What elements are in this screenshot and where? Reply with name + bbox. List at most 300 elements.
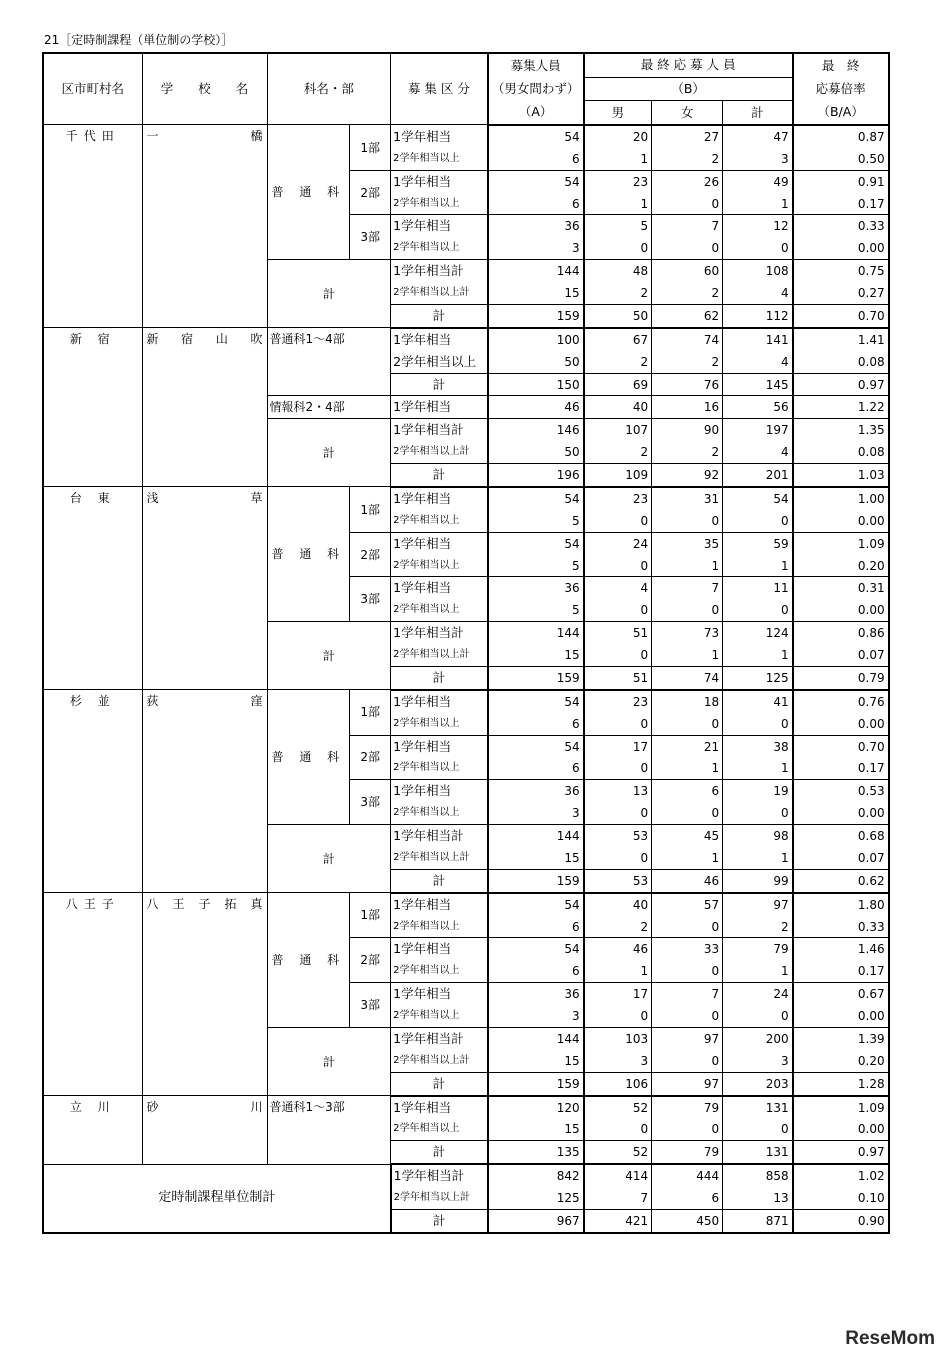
ratio-cell: 0.86	[793, 622, 889, 644]
female-cell: 97	[652, 1027, 723, 1049]
capacity-cell: 54	[488, 532, 584, 554]
kubun-cell: 2学年相当以上	[391, 148, 488, 170]
col-header-female: 女	[652, 101, 723, 125]
kubun-cell: 1学年相当計	[391, 1027, 488, 1049]
total-cell: 38	[723, 735, 793, 757]
col-header-boshu: 募集人員	[488, 53, 584, 77]
ratio-cell: 0.00	[793, 237, 889, 259]
total-cell: 0	[723, 237, 793, 259]
total-cell: 1	[723, 555, 793, 577]
ratio-cell: 0.07	[793, 847, 889, 869]
kubun-cell: 1学年相当計	[391, 622, 488, 644]
male-cell: 1	[584, 148, 652, 170]
total-cell: 2	[723, 916, 793, 938]
col-header-boshu-sub: （男女問わず）	[488, 77, 584, 101]
male-cell: 69	[584, 373, 652, 396]
school-name-part: 八	[146, 897, 159, 912]
female-cell: 76	[652, 373, 723, 396]
female-cell: 1	[652, 847, 723, 869]
female-cell: 0	[652, 193, 723, 215]
female-cell: 45	[652, 825, 723, 847]
kubun-cell: 2学年相当以上	[391, 960, 488, 982]
capacity-cell: 50	[488, 351, 584, 373]
gakka-cell: 情報科2・4部	[267, 396, 391, 419]
total-cell: 0	[723, 599, 793, 621]
total-cell: 197	[723, 419, 793, 441]
col-header-boshu-a: （A）	[488, 101, 584, 125]
ratio-cell: 0.00	[793, 510, 889, 532]
kubun-cell: 1学年相当	[391, 170, 488, 192]
ratio-cell: 0.08	[793, 441, 889, 463]
subtotal-label: 計	[267, 1027, 391, 1095]
school-cell	[142, 893, 267, 1096]
total-cell: 108	[723, 260, 793, 282]
male-cell: 0	[584, 555, 652, 577]
male-cell: 0	[584, 237, 652, 259]
ratio-cell: 0.00	[793, 599, 889, 621]
school-cell	[142, 690, 267, 893]
capacity-cell: 36	[488, 215, 584, 237]
capacity-cell: 5	[488, 599, 584, 621]
male-cell: 103	[584, 1027, 652, 1049]
male-cell: 414	[584, 1164, 652, 1187]
table-row	[43, 487, 889, 510]
subtotal-label: 計	[267, 825, 391, 893]
male-cell: 0	[584, 802, 652, 824]
total-cell: 0	[723, 510, 793, 532]
total-cell: 131	[723, 1141, 793, 1164]
ward-cell: 八王子	[43, 893, 142, 1096]
kubun-cell: 計	[391, 1072, 488, 1095]
total-cell: 141	[723, 328, 793, 351]
capacity-cell: 15	[488, 282, 584, 304]
female-cell: 35	[652, 532, 723, 554]
ratio-cell: 1.41	[793, 328, 889, 351]
kubun-cell: 1学年相当	[391, 125, 488, 148]
capacity-cell: 3	[488, 802, 584, 824]
capacity-cell: 100	[488, 328, 584, 351]
capacity-cell: 6	[488, 757, 584, 779]
capacity-cell: 196	[488, 464, 584, 487]
female-cell: 27	[652, 125, 723, 148]
female-cell: 2	[652, 351, 723, 373]
ratio-cell: 1.00	[793, 487, 889, 510]
ratio-cell: 0.17	[793, 193, 889, 215]
male-cell: 2	[584, 916, 652, 938]
total-cell: 1	[723, 847, 793, 869]
ratio-cell: 0.20	[793, 1050, 889, 1072]
ratio-cell: 0.97	[793, 373, 889, 396]
male-cell: 23	[584, 690, 652, 713]
ratio-cell: 0.91	[793, 170, 889, 192]
kubun-cell: 2学年相当以上	[391, 237, 488, 259]
male-cell: 67	[584, 328, 652, 351]
col-header-oubo: 最 終 応 募 人 員	[584, 53, 793, 77]
total-cell: 112	[723, 304, 793, 327]
male-cell: 50	[584, 304, 652, 327]
school-name-part: 宿	[181, 332, 194, 347]
female-cell: 18	[652, 690, 723, 713]
capacity-cell: 46	[488, 396, 584, 419]
male-cell: 3	[584, 1050, 652, 1072]
admission-table	[42, 52, 890, 1234]
ratio-cell: 0.33	[793, 916, 889, 938]
female-cell: 6	[652, 780, 723, 802]
male-cell: 107	[584, 419, 652, 441]
capacity-cell: 159	[488, 666, 584, 689]
school-name-part: 子	[198, 897, 211, 912]
total-cell: 3	[723, 1050, 793, 1072]
male-cell: 40	[584, 396, 652, 419]
bu-cell: 2部	[350, 170, 391, 215]
kubun-cell: 1学年相当計	[391, 825, 488, 847]
capacity-cell: 3	[488, 1005, 584, 1027]
ward-cell: 台 東	[43, 487, 142, 690]
kubun-cell: 2学年相当以上計	[391, 847, 488, 869]
female-cell: 79	[652, 1141, 723, 1164]
capacity-cell: 54	[488, 125, 584, 148]
capacity-cell: 150	[488, 373, 584, 396]
col-header-gakka: 科名・部	[267, 53, 391, 125]
male-cell: 0	[584, 713, 652, 735]
ratio-cell: 0.76	[793, 690, 889, 713]
female-cell: 0	[652, 802, 723, 824]
total-cell: 124	[723, 622, 793, 644]
kubun-cell: 1学年相当計	[391, 1164, 488, 1187]
ward-cell: 立 川	[43, 1096, 142, 1165]
kubun-cell: 2学年相当以上	[391, 351, 488, 373]
female-cell: 0	[652, 510, 723, 532]
total-cell: 1	[723, 193, 793, 215]
male-cell: 0	[584, 510, 652, 532]
male-cell: 1	[584, 960, 652, 982]
kubun-cell: 計	[391, 869, 488, 892]
total-cell: 97	[723, 893, 793, 916]
total-cell: 858	[723, 1164, 793, 1187]
col-header-ratio-ba: （B/A）	[793, 101, 889, 125]
ratio-cell: 0.62	[793, 869, 889, 892]
col-header-male: 男	[584, 101, 652, 125]
capacity-cell: 50	[488, 441, 584, 463]
bu-cell: 1部	[350, 125, 391, 170]
male-cell: 17	[584, 983, 652, 1005]
gakka-cell: 普 通 科	[267, 690, 350, 825]
capacity-cell: 120	[488, 1096, 584, 1119]
ratio-cell: 1.28	[793, 1072, 889, 1095]
male-cell: 0	[584, 757, 652, 779]
subtotal-label: 計	[267, 419, 391, 487]
female-cell: 450	[652, 1209, 723, 1232]
capacity-cell: 5	[488, 510, 584, 532]
kubun-cell: 2学年相当以上	[391, 757, 488, 779]
kubun-cell: 2学年相当以上計	[391, 1187, 488, 1209]
capacity-cell: 54	[488, 735, 584, 757]
ratio-cell: 1.22	[793, 396, 889, 419]
total-cell: 201	[723, 464, 793, 487]
table-row	[43, 690, 889, 713]
male-cell: 24	[584, 532, 652, 554]
capacity-cell: 6	[488, 193, 584, 215]
total-cell: 59	[723, 532, 793, 554]
ratio-cell: 1.46	[793, 938, 889, 960]
school-cell	[142, 125, 267, 328]
total-cell: 3	[723, 148, 793, 170]
page-title: 21［定時制課程（単位制の学校）］	[44, 33, 234, 47]
school-cell	[142, 1096, 267, 1165]
total-cell: 79	[723, 938, 793, 960]
female-cell: 1	[652, 644, 723, 666]
male-cell: 2	[584, 282, 652, 304]
kubun-cell: 2学年相当以上計	[391, 644, 488, 666]
female-cell: 0	[652, 1118, 723, 1140]
school-name-part: 一	[146, 129, 159, 144]
total-cell: 145	[723, 373, 793, 396]
col-header-ratio-sub: 応募倍率	[793, 77, 889, 101]
bu-cell: 1部	[350, 690, 391, 735]
male-cell: 0	[584, 599, 652, 621]
male-cell: 0	[584, 1118, 652, 1140]
school-name-part: 川	[250, 1100, 263, 1115]
bu-cell: 2部	[350, 735, 391, 780]
male-cell: 23	[584, 170, 652, 192]
kubun-cell: 2学年相当以上	[391, 599, 488, 621]
male-cell: 5	[584, 215, 652, 237]
female-cell: 97	[652, 1072, 723, 1095]
ratio-cell: 0.50	[793, 148, 889, 170]
male-cell: 421	[584, 1209, 652, 1232]
header-row	[43, 53, 889, 77]
capacity-cell: 54	[488, 938, 584, 960]
ward-cell: 新 宿	[43, 328, 142, 487]
kubun-cell: 2学年相当以上	[391, 555, 488, 577]
ward-cell: 杉 並	[43, 690, 142, 893]
female-cell: 2	[652, 282, 723, 304]
capacity-cell: 135	[488, 1141, 584, 1164]
female-cell: 0	[652, 1005, 723, 1027]
ratio-cell: 0.90	[793, 1209, 889, 1232]
capacity-cell: 125	[488, 1187, 584, 1209]
capacity-cell: 146	[488, 419, 584, 441]
ratio-cell: 0.33	[793, 215, 889, 237]
total-cell: 0	[723, 802, 793, 824]
capacity-cell: 54	[488, 690, 584, 713]
capacity-cell: 6	[488, 713, 584, 735]
kubun-cell: 2学年相当以上	[391, 802, 488, 824]
bu-cell: 3部	[350, 780, 391, 825]
capacity-cell: 159	[488, 1072, 584, 1095]
female-cell: 57	[652, 893, 723, 916]
capacity-cell: 967	[488, 1209, 584, 1232]
ratio-cell: 0.07	[793, 644, 889, 666]
female-cell: 31	[652, 487, 723, 510]
ratio-cell: 0.00	[793, 802, 889, 824]
table-row	[43, 125, 889, 148]
kubun-cell: 1学年相当	[391, 780, 488, 802]
total-cell: 4	[723, 282, 793, 304]
school-cell	[142, 328, 267, 487]
kubun-cell: 1学年相当	[391, 690, 488, 713]
female-cell: 46	[652, 869, 723, 892]
ratio-cell: 0.70	[793, 735, 889, 757]
ratio-cell: 1.39	[793, 1027, 889, 1049]
school-name-part: 真	[250, 897, 263, 912]
ratio-cell: 1.09	[793, 1096, 889, 1119]
female-cell: 74	[652, 666, 723, 689]
kubun-cell: 2学年相当以上	[391, 713, 488, 735]
female-cell: 7	[652, 215, 723, 237]
ratio-cell: 0.00	[793, 713, 889, 735]
female-cell: 33	[652, 938, 723, 960]
kubun-cell: 1学年相当	[391, 893, 488, 916]
kubun-cell: 計	[391, 304, 488, 327]
male-cell: 106	[584, 1072, 652, 1095]
grand-total-label: 定時制課程単位制計	[43, 1164, 391, 1233]
capacity-cell: 144	[488, 825, 584, 847]
total-cell: 56	[723, 396, 793, 419]
grand-total-row	[43, 1164, 889, 1187]
capacity-cell: 6	[488, 960, 584, 982]
kubun-cell: 計	[391, 666, 488, 689]
male-cell: 52	[584, 1096, 652, 1119]
capacity-cell: 159	[488, 869, 584, 892]
total-cell: 871	[723, 1209, 793, 1232]
capacity-cell: 36	[488, 577, 584, 599]
capacity-cell: 36	[488, 780, 584, 802]
ratio-cell: 1.02	[793, 1164, 889, 1187]
capacity-cell: 15	[488, 847, 584, 869]
female-cell: 7	[652, 983, 723, 1005]
table-row	[43, 1096, 889, 1119]
total-cell: 131	[723, 1096, 793, 1119]
female-cell: 1	[652, 757, 723, 779]
gakka-cell: 普 通 科	[267, 893, 350, 1028]
total-cell: 99	[723, 869, 793, 892]
kubun-cell: 2学年相当以上	[391, 193, 488, 215]
capacity-cell: 3	[488, 237, 584, 259]
total-cell: 203	[723, 1072, 793, 1095]
ratio-cell: 0.17	[793, 960, 889, 982]
female-cell: 2	[652, 148, 723, 170]
school-name-part: 橋	[250, 129, 263, 144]
school-name-part: 新	[146, 332, 159, 347]
female-cell: 7	[652, 577, 723, 599]
kubun-cell: 計	[391, 1141, 488, 1164]
female-cell: 6	[652, 1187, 723, 1209]
ratio-cell: 0.00	[793, 1005, 889, 1027]
total-cell: 41	[723, 690, 793, 713]
male-cell: 0	[584, 1005, 652, 1027]
capacity-cell: 842	[488, 1164, 584, 1187]
ratio-cell: 1.35	[793, 419, 889, 441]
female-cell: 73	[652, 622, 723, 644]
school-name-part: 山	[215, 332, 228, 347]
kubun-cell: 1学年相当	[391, 1096, 488, 1119]
subtotal-label: 計	[267, 622, 391, 690]
ratio-cell: 0.79	[793, 666, 889, 689]
kubun-cell: 1学年相当	[391, 735, 488, 757]
ward-cell: 千代田	[43, 125, 142, 328]
bu-cell: 2部	[350, 532, 391, 577]
ratio-cell: 0.97	[793, 1141, 889, 1164]
female-cell: 62	[652, 304, 723, 327]
total-cell: 200	[723, 1027, 793, 1049]
resemom-logo	[825, 1325, 937, 1349]
col-header-ratio: 最 終	[793, 53, 889, 77]
kubun-cell: 1学年相当	[391, 215, 488, 237]
total-cell: 54	[723, 487, 793, 510]
female-cell: 0	[652, 599, 723, 621]
total-cell: 0	[723, 1118, 793, 1140]
resemom-logo-text: ReseMom	[845, 1328, 935, 1349]
capacity-cell: 54	[488, 170, 584, 192]
male-cell: 2	[584, 351, 652, 373]
school-name-part: 王	[172, 897, 185, 912]
kubun-cell: 計	[391, 1209, 488, 1232]
gakka-cell: 普通科1～4部	[267, 328, 391, 396]
total-cell: 125	[723, 666, 793, 689]
capacity-cell: 54	[488, 893, 584, 916]
ratio-cell: 0.17	[793, 757, 889, 779]
kubun-cell: 2学年相当以上	[391, 1005, 488, 1027]
female-cell: 0	[652, 713, 723, 735]
total-cell: 1	[723, 644, 793, 666]
ratio-cell: 0.87	[793, 125, 889, 148]
female-cell: 1	[652, 555, 723, 577]
total-cell: 12	[723, 215, 793, 237]
capacity-cell: 6	[488, 148, 584, 170]
female-cell: 92	[652, 464, 723, 487]
bu-cell: 3部	[350, 577, 391, 622]
female-cell: 26	[652, 170, 723, 192]
bu-cell: 1部	[350, 893, 391, 938]
ratio-cell: 1.80	[793, 893, 889, 916]
kubun-cell: 計	[391, 464, 488, 487]
male-cell: 23	[584, 487, 652, 510]
female-cell: 0	[652, 1050, 723, 1072]
bu-cell: 3部	[350, 215, 391, 260]
male-cell: 51	[584, 666, 652, 689]
ratio-cell: 0.70	[793, 304, 889, 327]
kubun-cell: 1学年相当	[391, 328, 488, 351]
col-header-school: 学 校 名	[142, 53, 267, 125]
ratio-cell: 1.03	[793, 464, 889, 487]
capacity-cell: 15	[488, 1050, 584, 1072]
female-cell: 444	[652, 1164, 723, 1187]
female-cell: 21	[652, 735, 723, 757]
kubun-cell: 1学年相当	[391, 983, 488, 1005]
male-cell: 109	[584, 464, 652, 487]
female-cell: 2	[652, 441, 723, 463]
kubun-cell: 計	[391, 373, 488, 396]
kubun-cell: 2学年相当以上	[391, 1118, 488, 1140]
ratio-cell: 0.75	[793, 260, 889, 282]
school-name-part: 拓	[224, 897, 237, 912]
gakka-cell: 普通科1～3部	[267, 1096, 391, 1165]
table-row	[43, 328, 889, 351]
capacity-cell: 15	[488, 1118, 584, 1140]
school-name-part: 砂	[146, 1100, 159, 1115]
male-cell: 1	[584, 193, 652, 215]
female-cell: 90	[652, 419, 723, 441]
kubun-cell: 1学年相当	[391, 487, 488, 510]
kubun-cell: 1学年相当	[391, 532, 488, 554]
total-cell: 1	[723, 757, 793, 779]
gakka-cell: 普 通 科	[267, 125, 350, 260]
male-cell: 46	[584, 938, 652, 960]
male-cell: 0	[584, 847, 652, 869]
subtotal-label: 計	[267, 260, 391, 328]
total-cell: 1	[723, 960, 793, 982]
